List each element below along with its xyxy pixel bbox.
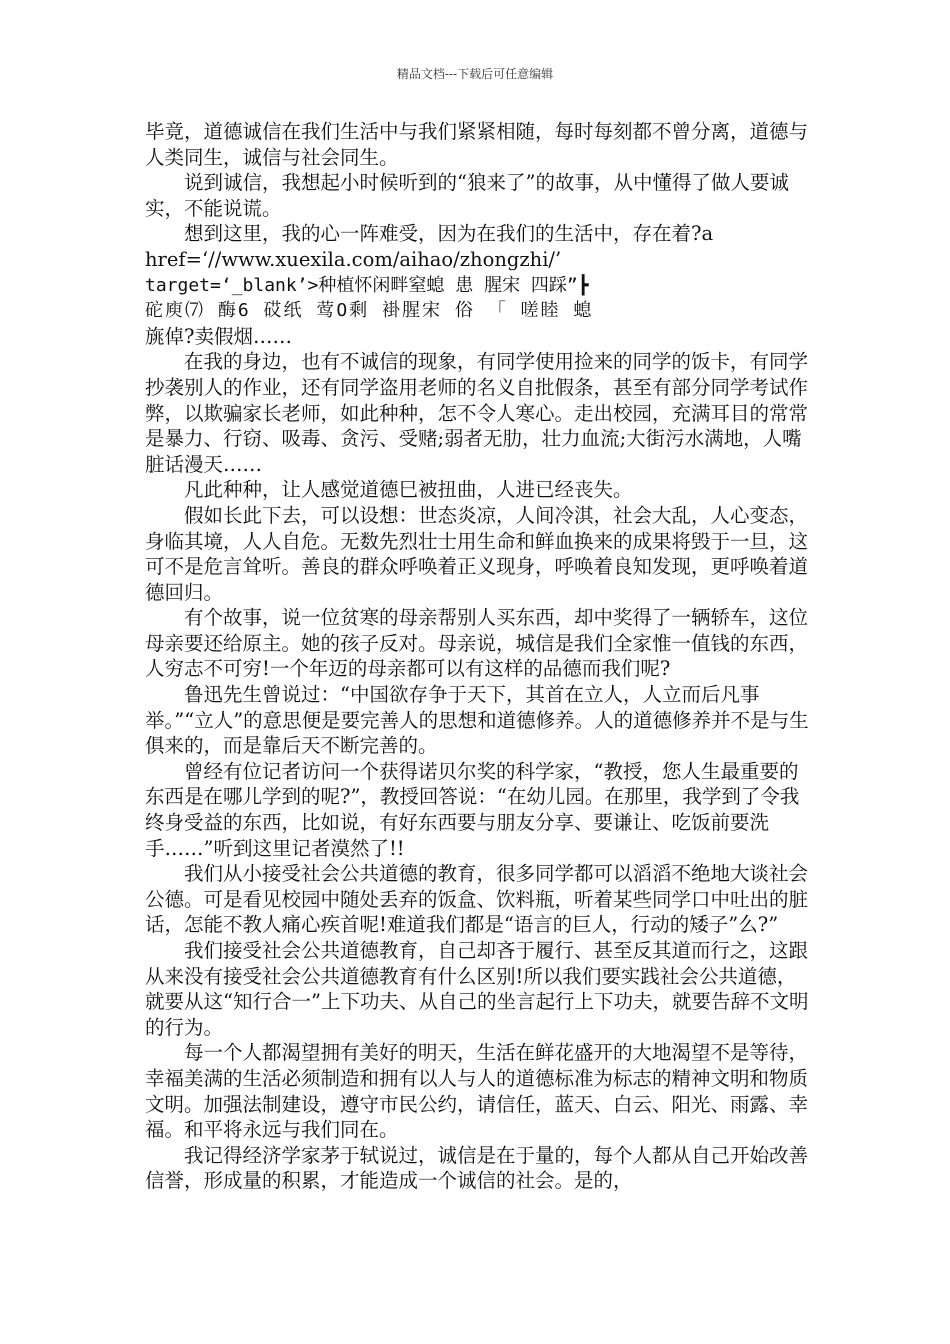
paragraph: 我们从小接受社会公共道德的教育，很多同学都可以滔滔不绝地大谈社会公德。可是看见校园中随处丢弃的饭盒、饮料瓶，听着某些同学口中吐出的脏话，怎能不教人痛心疾首呢!难道我们都是“语言的巨人，行动的矮子”么?”	[145, 862, 809, 937]
paragraph: 假如长此下去，可以设想：世态炎凉，人间冷淇，社会大乱，人心变态，身临其境，人人自危。无数先烈壮士用生命和鲜血换来的成果将毁于一旦，这可不是危言耸听。善良的群众呼唤着正义现身，呼唤着良知发现，更呼唤着道德回归。	[145, 503, 809, 604]
paragraph: 毕竟，道德诚信在我们生活中与我们紧紧相随，每时每刻都不曾分离，道德与人类同生，诚信与社会同生。	[145, 120, 809, 169]
page-header: 精品文档---下载后可任意编辑	[396, 67, 554, 81]
garbled-text-line: 砣庾⑺ 酶6 砹纸 莺O剩 褂腥宋 俗 「 嗟睦 螅	[145, 300, 594, 322]
garbled-text-line: 旐倬?卖假烟……	[145, 324, 292, 348]
paragraph: 我们接受社会公共道德教育，自己却吝于履行、甚至反其道而行之，这跟从来没有接受社会公共道德教育有什么区别!所以我们要实践社会公共道德，就要从这“知行合一”上下功夫、从自己的坐言起行上下功夫，就要告辞不文明的行为。	[145, 939, 809, 1039]
document-body	[145, 119, 815, 1194]
garbled-text-line: target=‘_blank’>种植怀闲畔窒螅 患 腥宋 四踩”┣	[145, 274, 589, 296]
paragraph: 曾经有位记者访问一个获得诺贝尔奖的科学家，“教授，您人生最重要的东西是在哪儿学到的呢?”，教授回答说：“在幼儿园。在那里，我学到了令我终身受益的东西，比如说，有好东西要与朋友分享、要谦让、吃饭前要洗手……”听到这里记者漠然了!!	[145, 759, 800, 860]
paragraph: 我记得经济学家茅于轼说过，诚信是在于量的，每个人都从自己开始改善信誉，形成量的积累，才能造成一个诚信的社会。是的，	[145, 1143, 809, 1193]
paragraph: 鲁迅先生曾说过：“中国欲存争于天下，其首在立人，人立而后凡事举。”“立人”的意思便是要完善人的思想和道德修养。人的道德修养并不是与生俱来的，而是靠后天不断完善的。	[145, 683, 809, 758]
paragraph: 说到诚信，我想起小时候听到的“狼来了”的故事，从中懂得了做人要诚实，不能说谎。	[145, 171, 789, 220]
paragraph: 每一个人都渴望拥有美好的明天，生活在鲜花盛开的大地渴望不是等待，幸福美满的生活必须制造和拥有以人与人的道德标准为标志的精神文明和物质文明。加强法制建设，遵守市民公约，请信任，蓝天、白云、阳光、雨露、幸福。和平将永远与我们同在。	[145, 1041, 809, 1142]
paragraph: 有个故事，说一位贫寒的母亲帮别人买东西，却中奖得了一辆轿车，这位母亲要还给原主。她的孩子反对。母亲说，城信是我们全家惟一值钱的东西，人穷志不可穷!一个年迈的母亲都可以有这样的品德而我们呢?	[145, 606, 809, 681]
paragraph: 在我的身边，也有不诚信的现象，有同学使用捡来的同学的饭卡，有同学抄袭别人的作业，还有同学盗用老师的名义自批假条，甚至有部分同学考试作弊，以欺骗家长老师，如此种种，怎不令人寒心。走出校园，充满耳目的常常是暴力、行窃、吸毒、贪污、受赌;弱者无肋，壮力血流;大街污水满地，人嘴脏话漫天……	[145, 350, 809, 476]
paragraph: 凡此种种，让人感觉道德巳被扭曲，人进已经丧失。	[184, 478, 633, 502]
paragraph: 想到这里，我的心一阵难受，因为在我们的生活中，存在着?a href=‘//www.xuexila.com/aihao/zhongzhi/’	[145, 222, 714, 271]
